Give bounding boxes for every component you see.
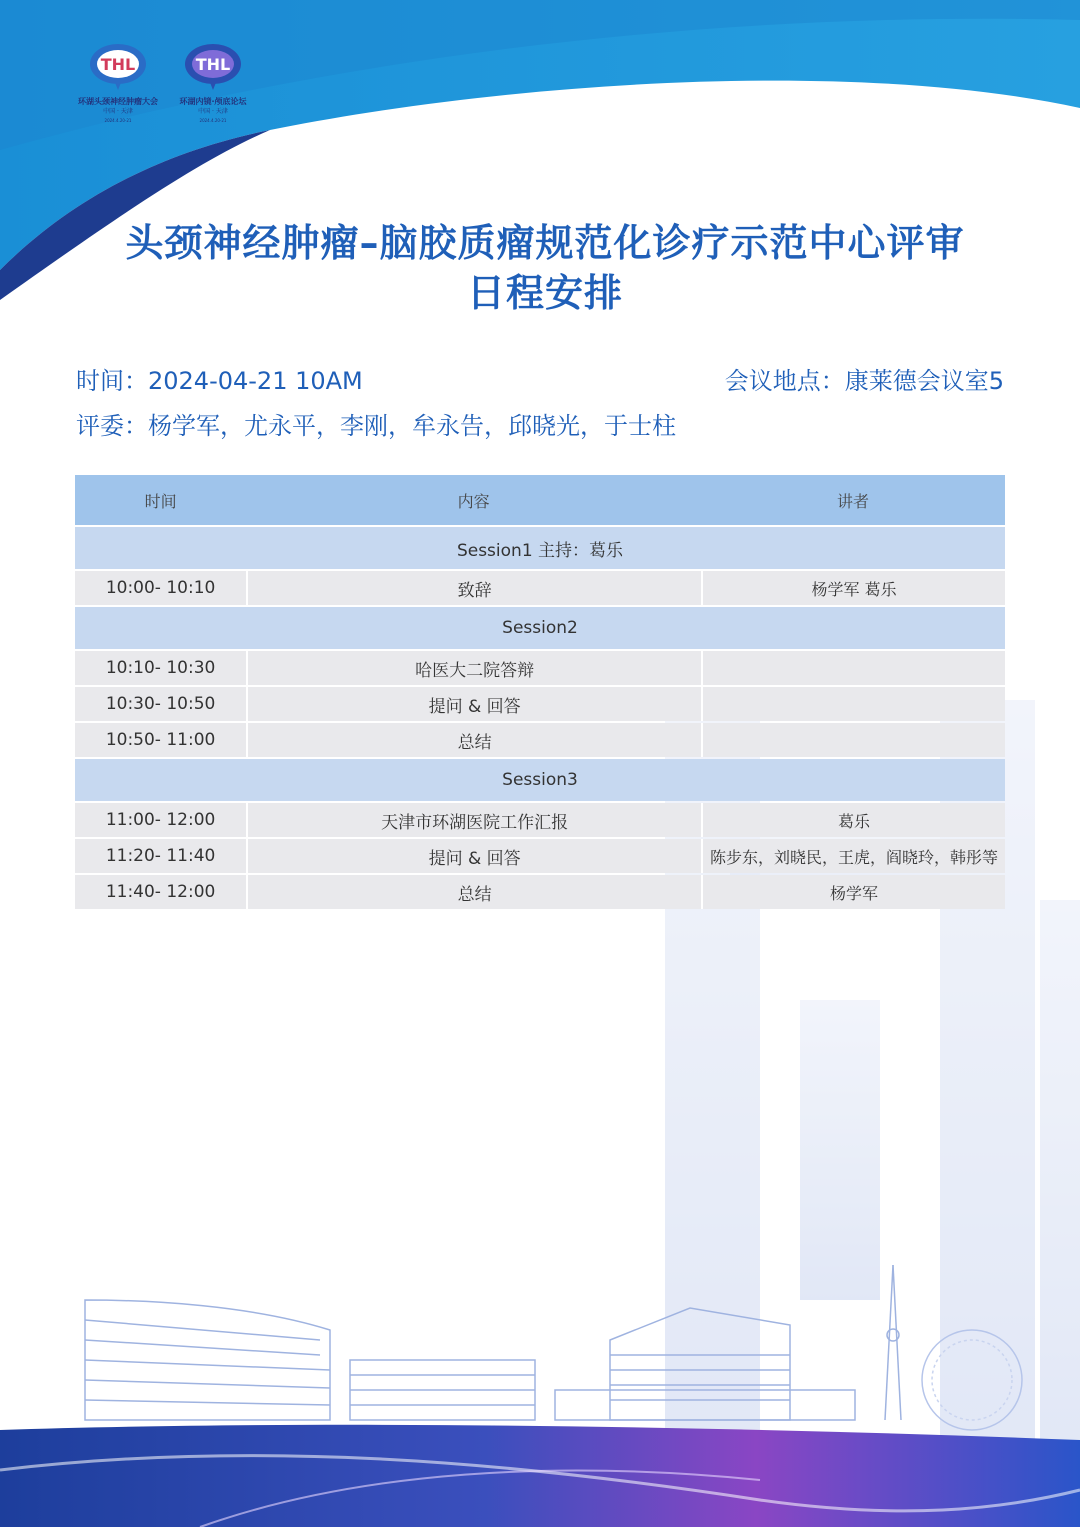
header-time: 时间 (75, 475, 246, 525)
row-content: 天津市环湖医院工作汇报 (246, 803, 701, 837)
judges-list: 评委：杨学军，尤永平，李刚，牟永告，邱晓光，于士柱 (76, 412, 676, 440)
row-time: 11:00- 12:00 (75, 803, 246, 837)
row-speaker (701, 687, 1005, 721)
title-line-1: 头颈神经肿瘤–脑胶质瘤规范化诊疗示范中心评审 (125, 221, 965, 265)
row-content: 总结 (246, 723, 701, 757)
session-row (75, 759, 1005, 801)
row-content: 致辞 (246, 571, 701, 605)
schedule-table (75, 473, 1005, 911)
row-speaker: 葛乐 (701, 803, 1005, 837)
row-content: 提问 & 回答 (246, 839, 701, 873)
row-time: 11:20- 11:40 (75, 839, 246, 873)
logo-1 (68, 40, 168, 124)
meeting-venue: 会议地点：康莱德会议室5 (724, 367, 1004, 395)
table-row (75, 651, 1005, 685)
row-speaker (701, 723, 1005, 757)
table-header-row (75, 475, 1005, 525)
row-time: 10:10- 10:30 (75, 651, 246, 685)
session-row (75, 607, 1005, 649)
header-speaker: 讲者 (701, 475, 1005, 525)
row-content: 总结 (246, 875, 701, 909)
page-title (40, 218, 1050, 318)
header-content: 内容 (246, 475, 701, 525)
table-row (75, 875, 1005, 909)
logo-date: 2024.4.20-21 (104, 118, 132, 123)
session-label: Session1 主持：葛乐 (75, 527, 1005, 569)
meeting-time: 时间：2024-04-21 10AM (76, 367, 363, 395)
logo-caption: 环湖头颈神经肿瘤大会 (78, 97, 158, 106)
row-time: 10:30- 10:50 (75, 687, 246, 721)
row-time: 11:40- 12:00 (75, 875, 246, 909)
table-row (75, 687, 1005, 721)
table-row (75, 803, 1005, 837)
thl-logo-icon (86, 40, 150, 92)
logo-caption: 环湖内镜·颅底论坛 (179, 97, 247, 106)
row-time: 10:00- 10:10 (75, 571, 246, 605)
logo-2 (163, 40, 263, 124)
logo-location: 中国 · 天津 (103, 108, 133, 115)
row-speaker: 杨学军 (701, 875, 1005, 909)
thl-logo-icon (181, 40, 245, 92)
table-row (75, 839, 1005, 873)
row-content: 提问 & 回答 (246, 687, 701, 721)
title-line-2: 日程安排 (466, 271, 623, 315)
table-row (75, 571, 1005, 605)
row-time: 10:50- 11:00 (75, 723, 246, 757)
row-speaker: 杨学军 葛乐 (701, 571, 1005, 605)
row-speaker: 陈步东，刘晓民，王虎，阎晓玲，韩彤等 (701, 839, 1005, 873)
table-row (75, 723, 1005, 757)
skyline (85, 1265, 1022, 1430)
logo-location: 中国 · 天津 (198, 108, 228, 115)
row-content: 哈医大二院答辩 (246, 651, 701, 685)
logo-date: 2024.4.20-21 (199, 118, 227, 123)
session-label: Session3 (75, 759, 1005, 801)
session-row (75, 527, 1005, 569)
svg-text:THL: THL (195, 55, 231, 74)
session-label: Session2 (75, 607, 1005, 649)
svg-text:THL: THL (100, 55, 136, 74)
row-speaker (701, 651, 1005, 685)
